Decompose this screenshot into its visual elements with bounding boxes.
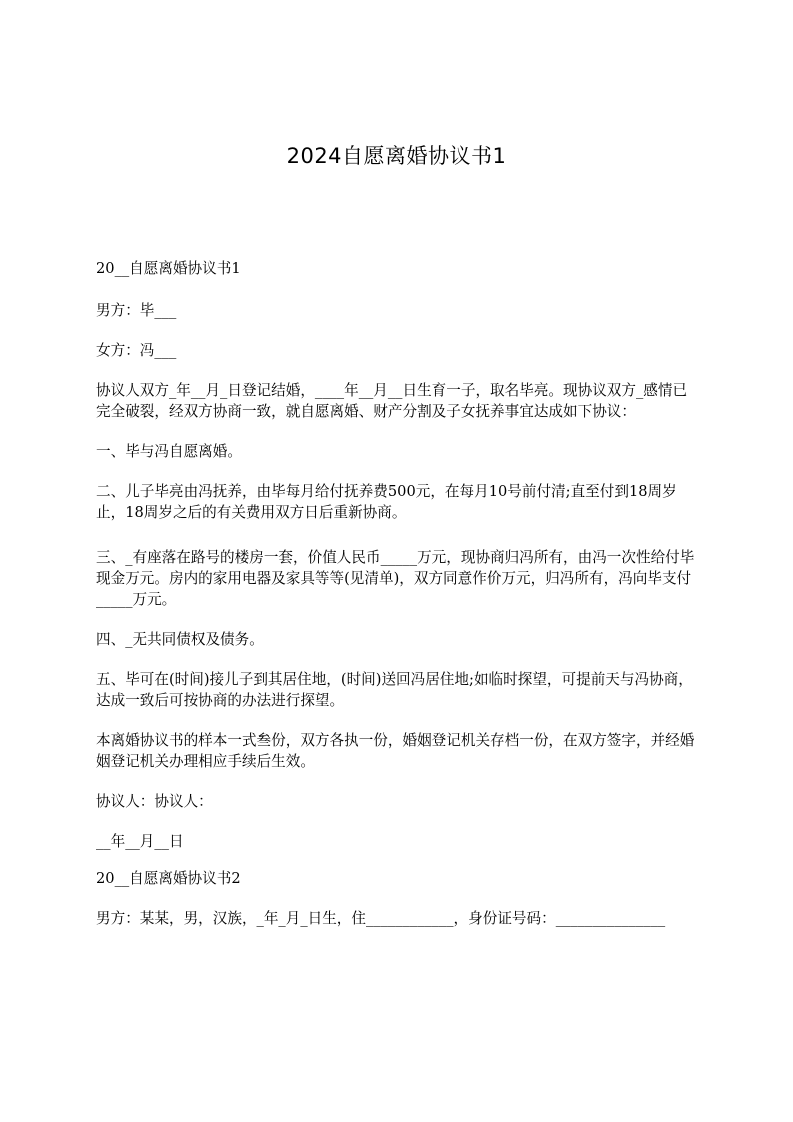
document-title: 2024自愿离婚协议书1 (286, 144, 507, 168)
party-male: 男方：毕___ (96, 302, 177, 319)
subtitle-agreement-2: 20__自愿离婚协议书2 (96, 870, 241, 887)
document-body (96, 258, 699, 929)
paragraph-validity: 本离婚协议书的样本一式叁份，双方各执一份，婚姻登记机关存档一份，在双方签字，并经婚姻登记机关办理相应手续后生效。 (96, 732, 695, 770)
party-female: 女方：冯___ (96, 342, 177, 359)
paragraph-preamble: 协议人双方_年__月_日登记结婚，____年__月__日生育一子，取名毕亮。现协议双方_感情已完全破裂，经双方协商一致，就自愿离婚、财产分割及子女抚养事宜达成如下协议： (96, 382, 688, 420)
signature-line: 协议人：协议人： (96, 793, 213, 810)
party-male-2: 男方：某某，男，汉族，_年_月_日生，住____________，身份证号码：_______________ (96, 910, 666, 927)
date-line: __年__月__日 (96, 833, 184, 850)
clause-1: 一、毕与冯自愿离婚。 (96, 443, 242, 460)
clause-4: 四、_无共同债权及债务。 (96, 631, 264, 648)
clause-2: 二、儿子毕亮由冯抚养，由毕每月给付抚养费500元，在每月10号前付清;直至付到18周岁止，18周岁之后的有关费用双方日后重新协商。 (96, 483, 677, 521)
subtitle-agreement-1: 20__自愿离婚协议书1 (96, 260, 241, 277)
clause-5: 五、毕可在(时间)接儿子到其居住地，(时间)送回冯居住地;如临时探望，可提前天与冯协商，达成一致后可按协商的办法进行探望。 (96, 671, 693, 709)
clause-3: 三、_有座落在路号的楼房一套，价值人民币_____万元，现协商归冯所有，由冯一次性给付毕现金万元。房内的家用电器及家具等等(见清单)，双方同意作价万元，归冯所有，冯向毕支付_____万元。 (96, 549, 695, 608)
